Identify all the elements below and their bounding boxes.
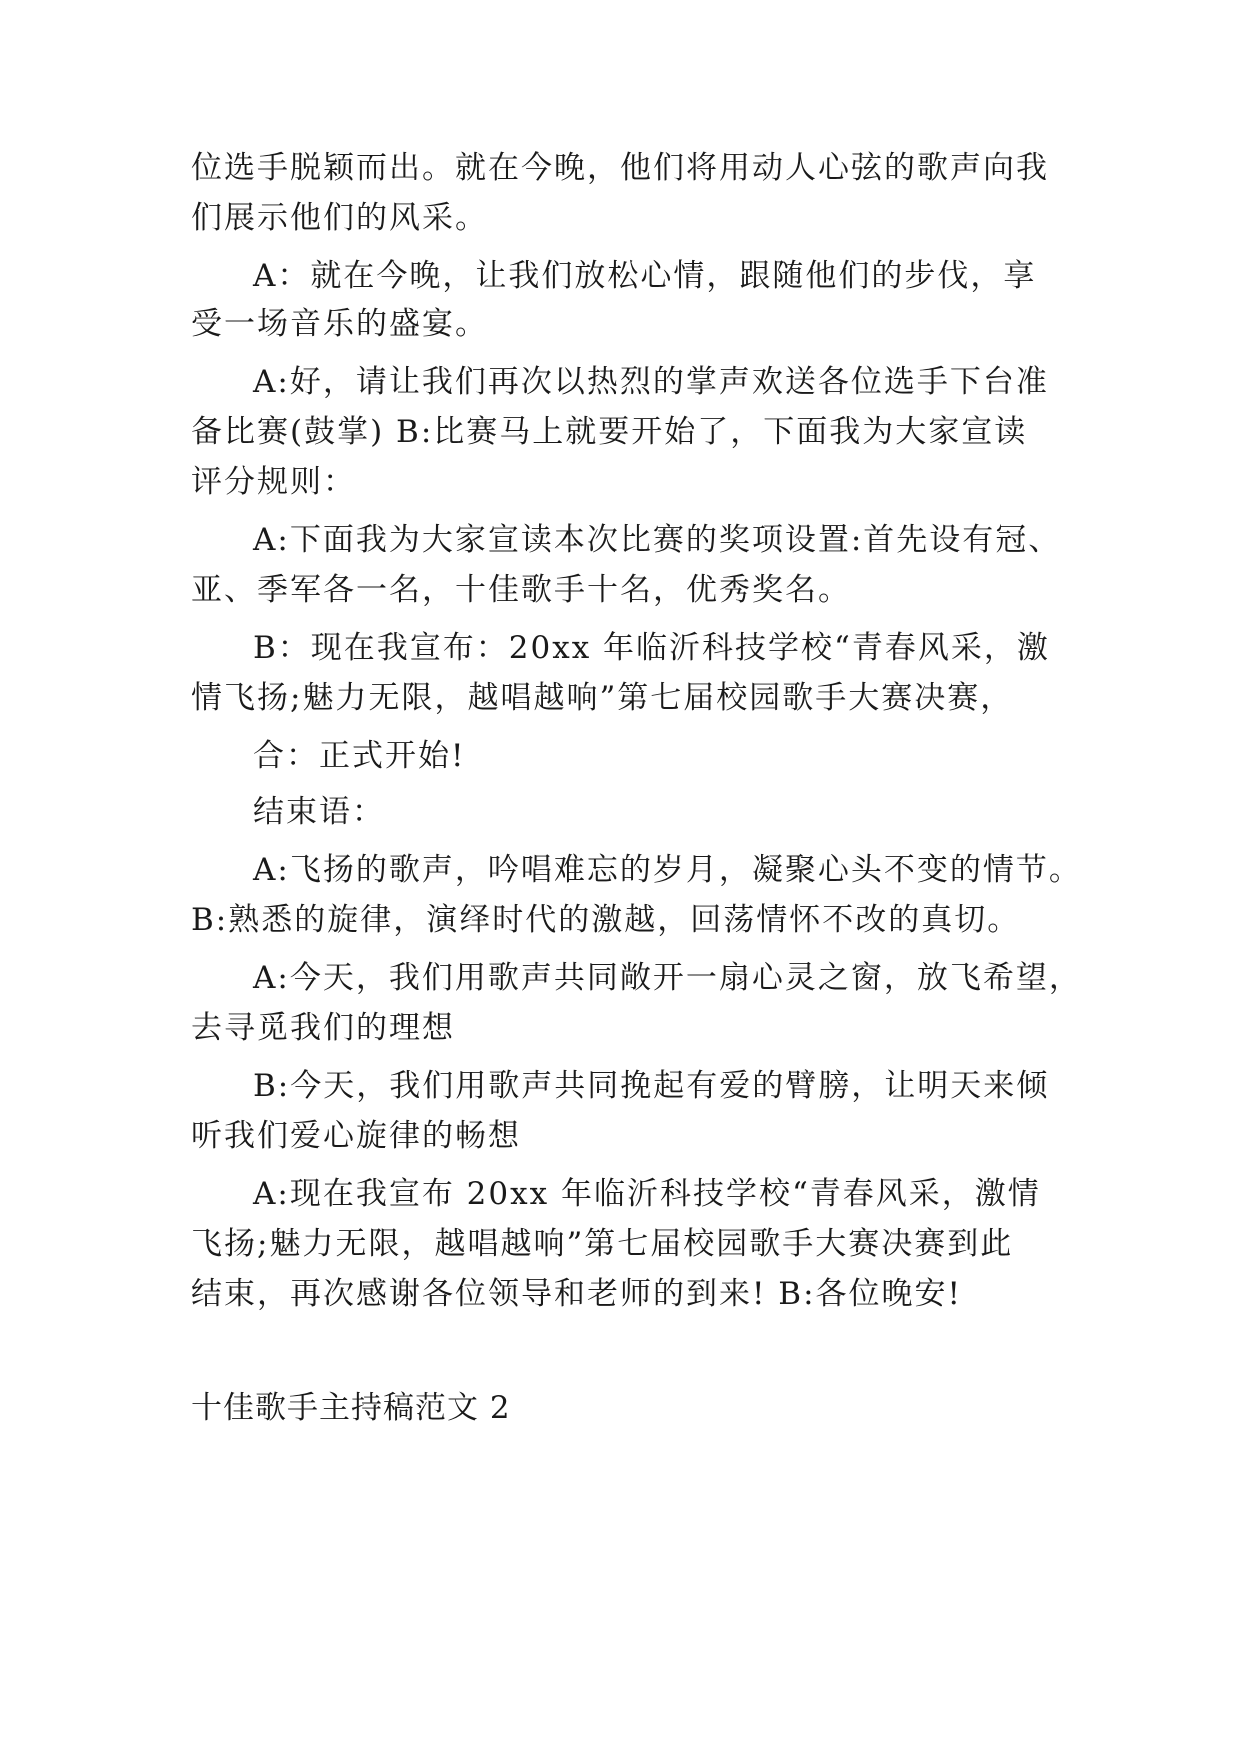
paragraph-line: A:下面我为大家宣读本次比赛的奖项设置:首先设有冠、 xyxy=(253,522,1062,558)
paragraph-line: 去寻觅我们的理想 xyxy=(191,1010,455,1046)
section-heading: 十佳歌手主持稿范文 2 xyxy=(191,1390,511,1426)
paragraph-line: B:今天，我们用歌声共同挽起有爱的臂膀，让明天来倾 xyxy=(253,1068,1050,1104)
paragraph-line: 评分规则： xyxy=(191,464,356,500)
paragraph-line: 结束，再次感谢各位领导和老师的到来! B:各位晚安! xyxy=(191,1276,962,1312)
paragraph-line: B:熟悉的旋律，演绎时代的激越，回荡情怀不改的真切。 xyxy=(191,902,1021,938)
paragraph-line: A：就在今晚，让我们放松心情，跟随他们的步伐，享 xyxy=(253,258,1037,294)
paragraph-line: 合：正式开始! xyxy=(253,738,466,774)
paragraph-line: 亚、季军各一名，十佳歌手十名，优秀奖名。 xyxy=(191,572,851,608)
paragraph-line: 们展示他们的风采。 xyxy=(191,200,488,236)
paragraph-line: B：现在我宣布：20xx 年临沂科技学校“青春风采，激 xyxy=(253,630,1050,666)
paragraph-line: A:今天，我们用歌声共同敞开一扇心灵之窗，放飞希望， xyxy=(253,960,1082,996)
paragraph-line: 受一场音乐的盛宴。 xyxy=(191,306,488,342)
paragraph-line: A:飞扬的歌声，吟唱难忘的岁月，凝聚心头不变的情节。 xyxy=(253,852,1082,888)
paragraph-line: 听我们爱心旋律的畅想 xyxy=(191,1118,521,1154)
paragraph-line: 飞扬;魅力无限，越唱越响”第七届校园歌手大赛决赛到此 xyxy=(191,1226,1014,1262)
paragraph-line: 结束语： xyxy=(253,794,385,830)
paragraph-line: 位选手脱颖而出。就在今晚，他们将用动人心弦的歌声向我 xyxy=(191,150,1049,186)
paragraph-line: A:好，请让我们再次以热烈的掌声欢送各位选手下台准 xyxy=(253,364,1049,400)
paragraph-line: 情飞扬;魅力无限，越唱越响”第七届校园歌手大赛决赛， xyxy=(191,680,1014,716)
paragraph-line: 备比赛(鼓掌) B:比赛马上就要开始了，下面我为大家宣读 xyxy=(191,414,1028,450)
paragraph-line: A:现在我宣布 20xx 年临沂科技学校“青春风采，激情 xyxy=(253,1176,1041,1212)
